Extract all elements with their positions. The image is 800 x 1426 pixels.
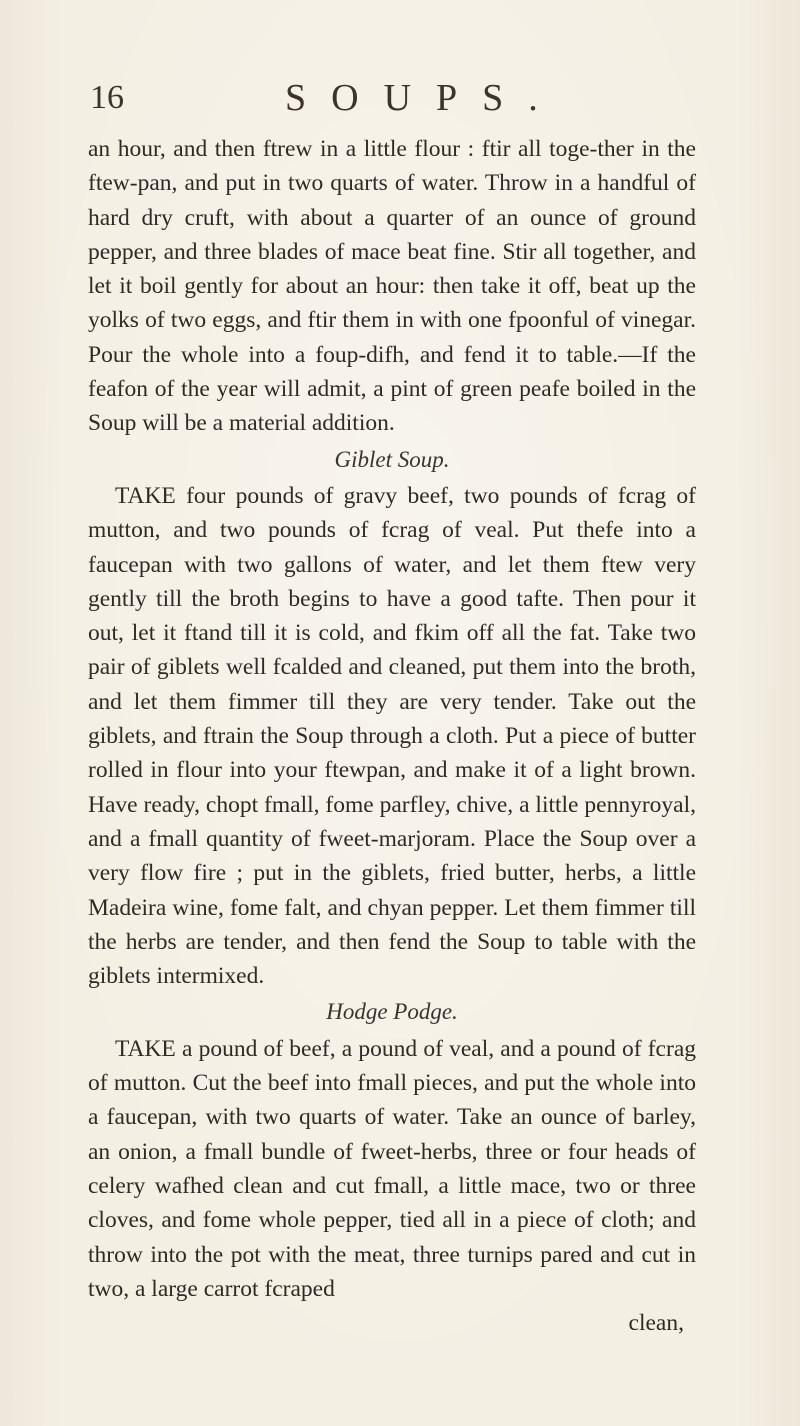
page-header [90, 78, 690, 122]
giblet-soup-heading: Giblet Soup. [334, 446, 450, 472]
continuation-paragraph: an hour, and then ftrew in a little flour : ftir all toge-ther in the ftew-pan, and put in two quarts of water. Throw in a handful of hard dry cruft, with about a quarter of an ounce of ground pepper, and three blades of mace beat fine. Stir all together, and let it boil gently for about an hour: then take it off, beat up the yolks of two eggs, and ftir them in with one fpoonful of vinegar. Pour the whole into a foup-difh, and fend it to table.—If the feafon of the year will admit, a pint of green peafe boiled in the Soup will be a material addition. [88, 136, 696, 437]
hodge-podge-recipe: TAKE a pound of beef, a pound of veal, and a pound of fcrag of mutton. Cut the beef into fmall pieces, and put the whole into a faucepan, with two quarts of water. Take an ounce of barley, an onion, a fmall bundle of fweet-herbs, three or four heads of celery wafhed clean and cut fmall, a little mace, two or three cloves, and fome whole pepper, tied all in a piece of cloth; and throw into the pot with the meat, three turnips pared and cut in two, a large carrot fcraped [88, 1035, 696, 1302]
running-title: SOUPS. [285, 77, 563, 119]
giblet-soup-recipe: TAKE four pounds of gravy beef, two pounds of fcrag of mutton, and two pounds of fcrag of veal. Put thefe into a faucepan with two gallons of water, and let them ftew very gently till the broth begins to have a good tafte. Then pour it out, let it ftand till it is cold, and fkim off all the fat. Take two pair of giblets well fcalded and cleaned, put them into the broth, and let them fimmer till they are very tender. Take out the giblets, and ftrain the Soup through a cloth. Put a piece of butter rolled in flour into your ftewpan, and make it of a light brown. Have ready, chopt fmall, fome parfley, chive, a little pennyroyal, and a fmall quantity of fweet-marjoram. Place the Soup over a very flow fire ; put in the giblets, fried butter, herbs, a little Madeira wine, fome falt, and chyan pepper. Let them fimmer till the herbs are tender, and then fend the Soup to table with the giblets intermixed. [88, 482, 696, 990]
page-body [88, 132, 696, 1340]
page-number: 16 [90, 79, 124, 116]
catchword: clean, [628, 1310, 684, 1337]
hodge-podge-heading: Hodge Podge. [326, 999, 458, 1025]
